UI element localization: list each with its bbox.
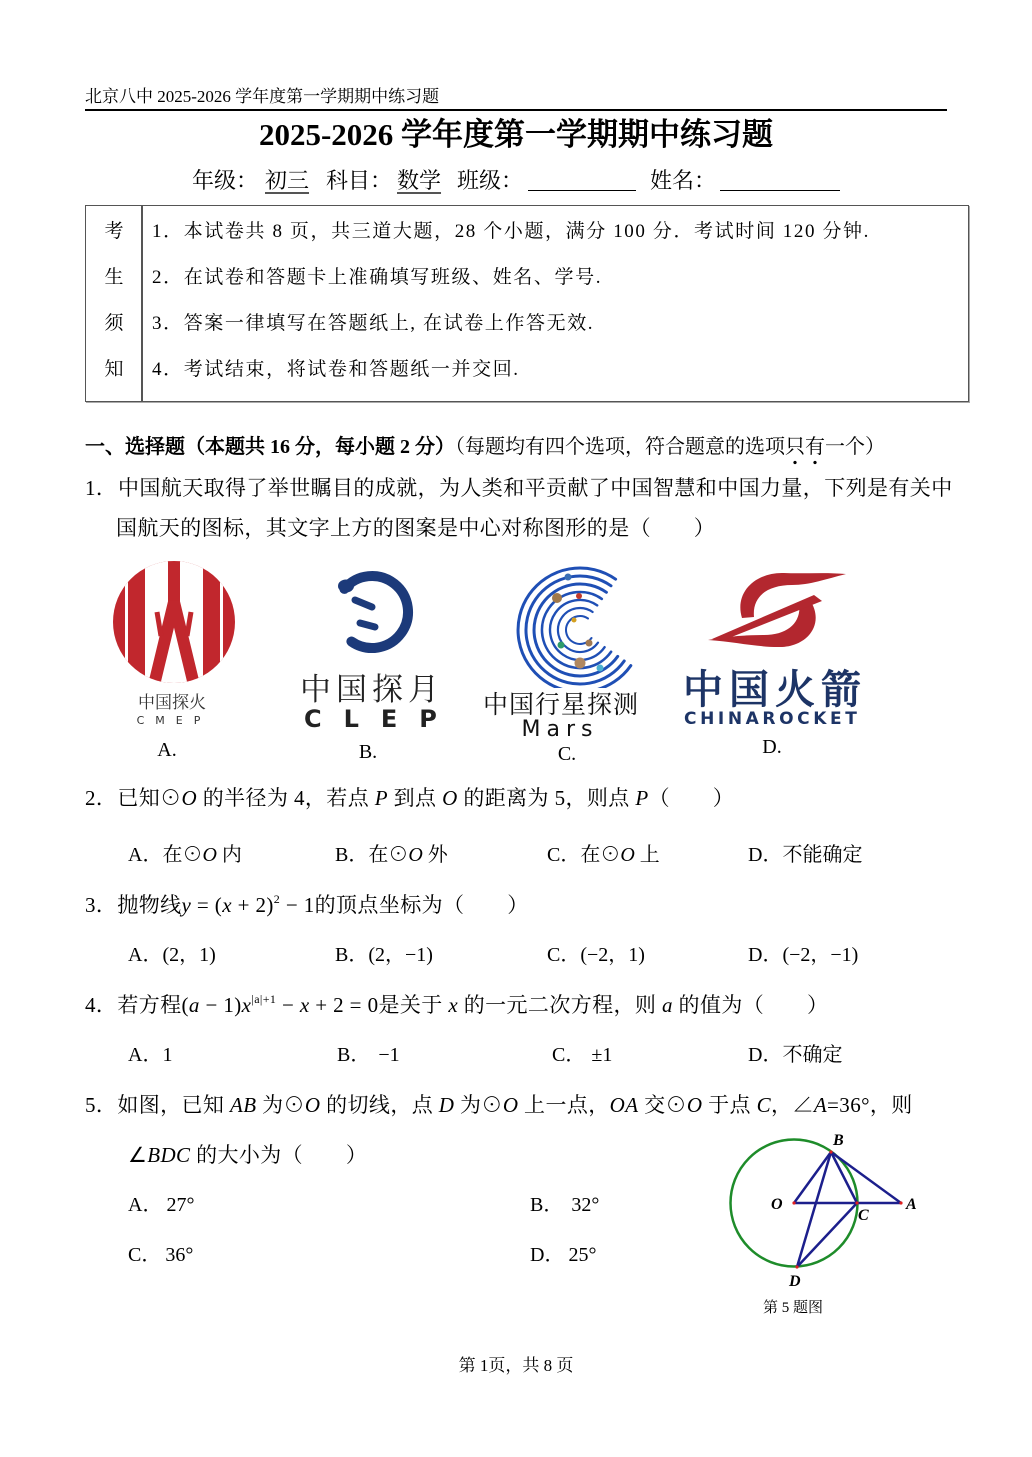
question-2-option-b xyxy=(335,840,448,870)
stem-text: 于点 xyxy=(702,1093,757,1117)
question-5-option-a xyxy=(128,1190,194,1220)
question-4-option-b xyxy=(337,1040,400,1070)
logo-mars xyxy=(513,563,643,688)
question-number: 1． xyxy=(85,476,118,500)
option-text: 上 xyxy=(634,844,660,866)
option-value: 不确定 xyxy=(782,1044,843,1066)
name-label: 姓名： xyxy=(650,168,717,193)
math-var: O xyxy=(181,786,198,810)
stem-text: 到点 xyxy=(387,786,443,810)
page-title: 2025-2026 学年度第一学期期中练习题 xyxy=(258,117,774,152)
option-value: −1 xyxy=(378,1044,400,1066)
option-a-label: A. xyxy=(157,739,177,761)
section-heading xyxy=(85,432,885,462)
option-label: D． xyxy=(530,1244,565,1266)
question-2-option-c xyxy=(547,840,660,870)
question-number: 4． xyxy=(85,993,118,1017)
math-var: y xyxy=(181,893,192,917)
math-var: a xyxy=(661,993,673,1017)
math-var: BDC xyxy=(147,1143,191,1167)
option-value: 32° xyxy=(571,1194,600,1216)
notice-divider xyxy=(141,206,143,401)
exam-notice-box xyxy=(85,205,969,402)
question-number: 3． xyxy=(85,893,118,917)
option-label: B． xyxy=(335,844,369,866)
option-c-label: C. xyxy=(557,743,577,765)
notice-item: 2．在试卷和答题卡上准确填写班级、姓名、学号. xyxy=(152,267,603,288)
math-var: P xyxy=(635,786,649,810)
notice-side-label: 须 xyxy=(104,313,124,334)
math-var: C xyxy=(756,1093,771,1117)
stem-text: 的顶点坐标为（ ） xyxy=(314,893,529,917)
question-2-option-a xyxy=(128,840,242,870)
grade-label: 年级： xyxy=(192,168,259,193)
header-rule xyxy=(85,109,947,111)
question-4-stem xyxy=(85,990,828,1020)
option-label: C． xyxy=(552,1044,586,1066)
math-var: P xyxy=(374,786,388,810)
mars-orbits-icon xyxy=(513,563,643,688)
question-number: 5． xyxy=(85,1093,118,1117)
stem-text: 是关于 xyxy=(378,993,449,1017)
option-label: C． xyxy=(128,1244,162,1266)
math-var: O xyxy=(408,844,423,866)
logo-clep xyxy=(300,565,450,660)
logo-china-rocket-en: CHINAROCKET xyxy=(684,709,861,729)
math-text: − xyxy=(276,993,300,1017)
math-text: = ( xyxy=(191,893,223,917)
notice-item: 3．答案一律填写在答题纸上, 在试卷上作答无效. xyxy=(152,313,595,334)
option-label: D． xyxy=(748,844,783,866)
option-label: B． xyxy=(530,1194,564,1216)
point-label-o: O xyxy=(771,1196,783,1213)
point-label-c: C xyxy=(858,1207,869,1224)
question-4-option-c xyxy=(552,1040,612,1070)
option-d-label: D. xyxy=(762,736,782,758)
stem-text: 的切线，点 xyxy=(320,1093,439,1117)
question-3-option-b xyxy=(335,940,433,970)
option-value: (2，−1) xyxy=(368,944,433,966)
section-instruction-end: 一个） xyxy=(825,436,885,458)
stem-text: 的一元二次方程，则 xyxy=(458,993,662,1017)
stem-text: 抛物线 xyxy=(117,893,182,917)
question-1-stem-line1: 中国航天取得了举世瞩目的成就，为人类和平贡献了中国智慧和中国力量，下列是有关中 xyxy=(118,476,953,500)
question-4-option-d xyxy=(748,1040,842,1070)
class-label: 班级： xyxy=(457,168,524,193)
option-label: A． xyxy=(128,844,163,866)
section-title: 一、选择题（本题共 16 分，每小题 2 分） xyxy=(85,436,455,458)
stem-text: 的大小为（ ） xyxy=(190,1143,368,1167)
answer-bracket: （ ） xyxy=(648,786,735,810)
math-var: A xyxy=(813,1093,828,1117)
math-var: a xyxy=(188,993,200,1017)
option-label: C． xyxy=(547,844,581,866)
stem-text: ，∠ xyxy=(771,1093,814,1117)
page-footer: 第 1页，共 8 页 xyxy=(458,1356,574,1375)
option-value: (−2，1) xyxy=(580,944,645,966)
question-5-figure xyxy=(715,1125,935,1325)
subject-value: 数学 xyxy=(397,168,442,193)
stem-text: =36°，则 xyxy=(827,1093,913,1117)
angle-symbol: ∠ xyxy=(128,1143,148,1167)
option-value: 36° xyxy=(165,1244,194,1266)
question-3-option-c xyxy=(547,940,645,970)
question-1-stem-line2: 国航天的图标，其文字上方的图案是中心对称图形的是（ ） xyxy=(116,516,716,540)
stem-text: 为⊙ xyxy=(256,1093,305,1117)
option-label: B． xyxy=(335,944,369,966)
math-var: OA xyxy=(609,1093,639,1117)
option-label: A． xyxy=(128,1194,163,1216)
option-text: 内 xyxy=(216,844,242,866)
option-b-label: B. xyxy=(358,741,378,763)
question-number: 2． xyxy=(85,786,118,810)
option-value: (2，1) xyxy=(162,944,216,966)
figure-caption: 第 5 题图 xyxy=(762,1300,824,1316)
class-blank xyxy=(528,166,636,191)
math-var: O xyxy=(686,1093,703,1117)
option-value: 1 xyxy=(162,1044,173,1066)
option-label: A． xyxy=(128,1044,163,1066)
china-rocket-emblem-icon xyxy=(700,570,850,650)
subject-label: 科目： xyxy=(326,168,393,193)
notice-item: 4．考试结束，将试卷和答题纸一并交回. xyxy=(152,359,520,380)
math-var: O xyxy=(620,844,635,866)
math-var: O xyxy=(202,844,217,866)
question-5-option-d xyxy=(530,1240,596,1270)
math-exponent: 2 xyxy=(273,892,281,906)
option-text: 在⊙ xyxy=(162,844,203,866)
math-var: x xyxy=(299,993,310,1017)
point-label-d: D xyxy=(789,1273,801,1290)
math-var: D xyxy=(438,1093,455,1117)
question-4-option-a xyxy=(128,1040,172,1070)
question-3-stem xyxy=(85,890,529,920)
question-5-option-c xyxy=(128,1240,193,1270)
stem-text: 如图，已知 xyxy=(117,1093,230,1117)
option-label: D． xyxy=(748,944,783,966)
logo-china-rocket xyxy=(700,570,850,650)
notice-item: 1．本试卷共 8 页，共三道大题，28 个小题，满分 100 分．考试时间 120 分钟. xyxy=(152,221,871,242)
section-instruction: （每题均有四个选项，符合题意的选项 xyxy=(455,436,785,458)
clep-moon-icon xyxy=(300,565,450,660)
stem-text: 的半径为 4，若点 xyxy=(197,786,375,810)
question-3-option-d xyxy=(748,940,858,970)
logo-mars-en: Mars xyxy=(521,717,599,742)
question-2-option-d xyxy=(748,840,862,870)
notice-side-label: 生 xyxy=(104,267,124,288)
notice-side-label: 考 xyxy=(104,221,124,242)
stem-text: 上一点， xyxy=(518,1093,610,1117)
option-text: 不能确定 xyxy=(782,844,863,866)
point-label-b: B xyxy=(833,1132,844,1149)
math-text: + 2 = 0 xyxy=(309,993,379,1017)
logo-cmep xyxy=(105,560,240,685)
question-5-option-b xyxy=(530,1190,599,1220)
logo-cmep-cn: 中国探火 xyxy=(138,693,206,713)
math-var: x xyxy=(448,993,459,1017)
stem-text: 为⊙ xyxy=(454,1093,503,1117)
point-label-a: A xyxy=(906,1196,917,1213)
question-3-option-a xyxy=(128,940,216,970)
math-text: ( xyxy=(181,993,189,1017)
option-value: (−2，−1) xyxy=(782,944,859,966)
option-value: ±1 xyxy=(591,1044,613,1066)
math-text: − 1 xyxy=(280,893,315,917)
math-var: O xyxy=(304,1093,321,1117)
stem-text: 若方程 xyxy=(117,993,182,1017)
stem-text: 的值为（ ） xyxy=(672,993,829,1017)
math-var: AB xyxy=(229,1093,257,1117)
option-value: 27° xyxy=(166,1194,195,1216)
logo-clep-cn: 中国探月 xyxy=(300,672,444,708)
option-text: 外 xyxy=(422,844,448,866)
option-text: 在⊙ xyxy=(580,844,621,866)
math-text: − 1) xyxy=(199,993,242,1017)
math-text: + 2) xyxy=(231,893,274,917)
question-5-stem-line1 xyxy=(85,1090,913,1120)
logo-cmep-en: CMEP xyxy=(136,714,212,727)
cmep-emblem-icon xyxy=(105,560,240,685)
name-blank xyxy=(720,166,840,191)
stem-text: 交⊙ xyxy=(638,1093,687,1117)
grade-value: 初三 xyxy=(265,168,310,193)
math-var: x xyxy=(241,993,252,1017)
option-label: D． xyxy=(748,1044,783,1066)
running-header: 北京八中 2025-2026 学年度第一学期期中练习题 xyxy=(85,87,440,106)
math-var: O xyxy=(442,786,458,810)
math-exponent: |a|+1 xyxy=(251,992,277,1006)
stem-text: 的距离为 5，则点 xyxy=(457,786,636,810)
logo-clep-en: CLEP xyxy=(304,705,459,733)
math-var: x xyxy=(222,893,232,917)
option-value: 25° xyxy=(568,1244,597,1266)
option-label: C． xyxy=(547,944,581,966)
math-var: O xyxy=(502,1093,519,1117)
option-text: 在⊙ xyxy=(368,844,409,866)
question-5-stem-line2 xyxy=(128,1140,367,1170)
option-label: A． xyxy=(128,944,163,966)
circle-tangent-diagram-icon xyxy=(715,1125,935,1325)
logo-china-rocket-cn: 中国火箭 xyxy=(683,667,867,713)
question-2-stem xyxy=(85,783,734,813)
option-label: B． xyxy=(337,1044,371,1066)
logo-mars-cn: 中国行星探测 xyxy=(483,690,640,719)
notice-side-label: 知 xyxy=(104,359,124,380)
stem-text: 已知⊙ xyxy=(117,786,182,810)
emphasized-text: 只有 xyxy=(785,432,825,462)
